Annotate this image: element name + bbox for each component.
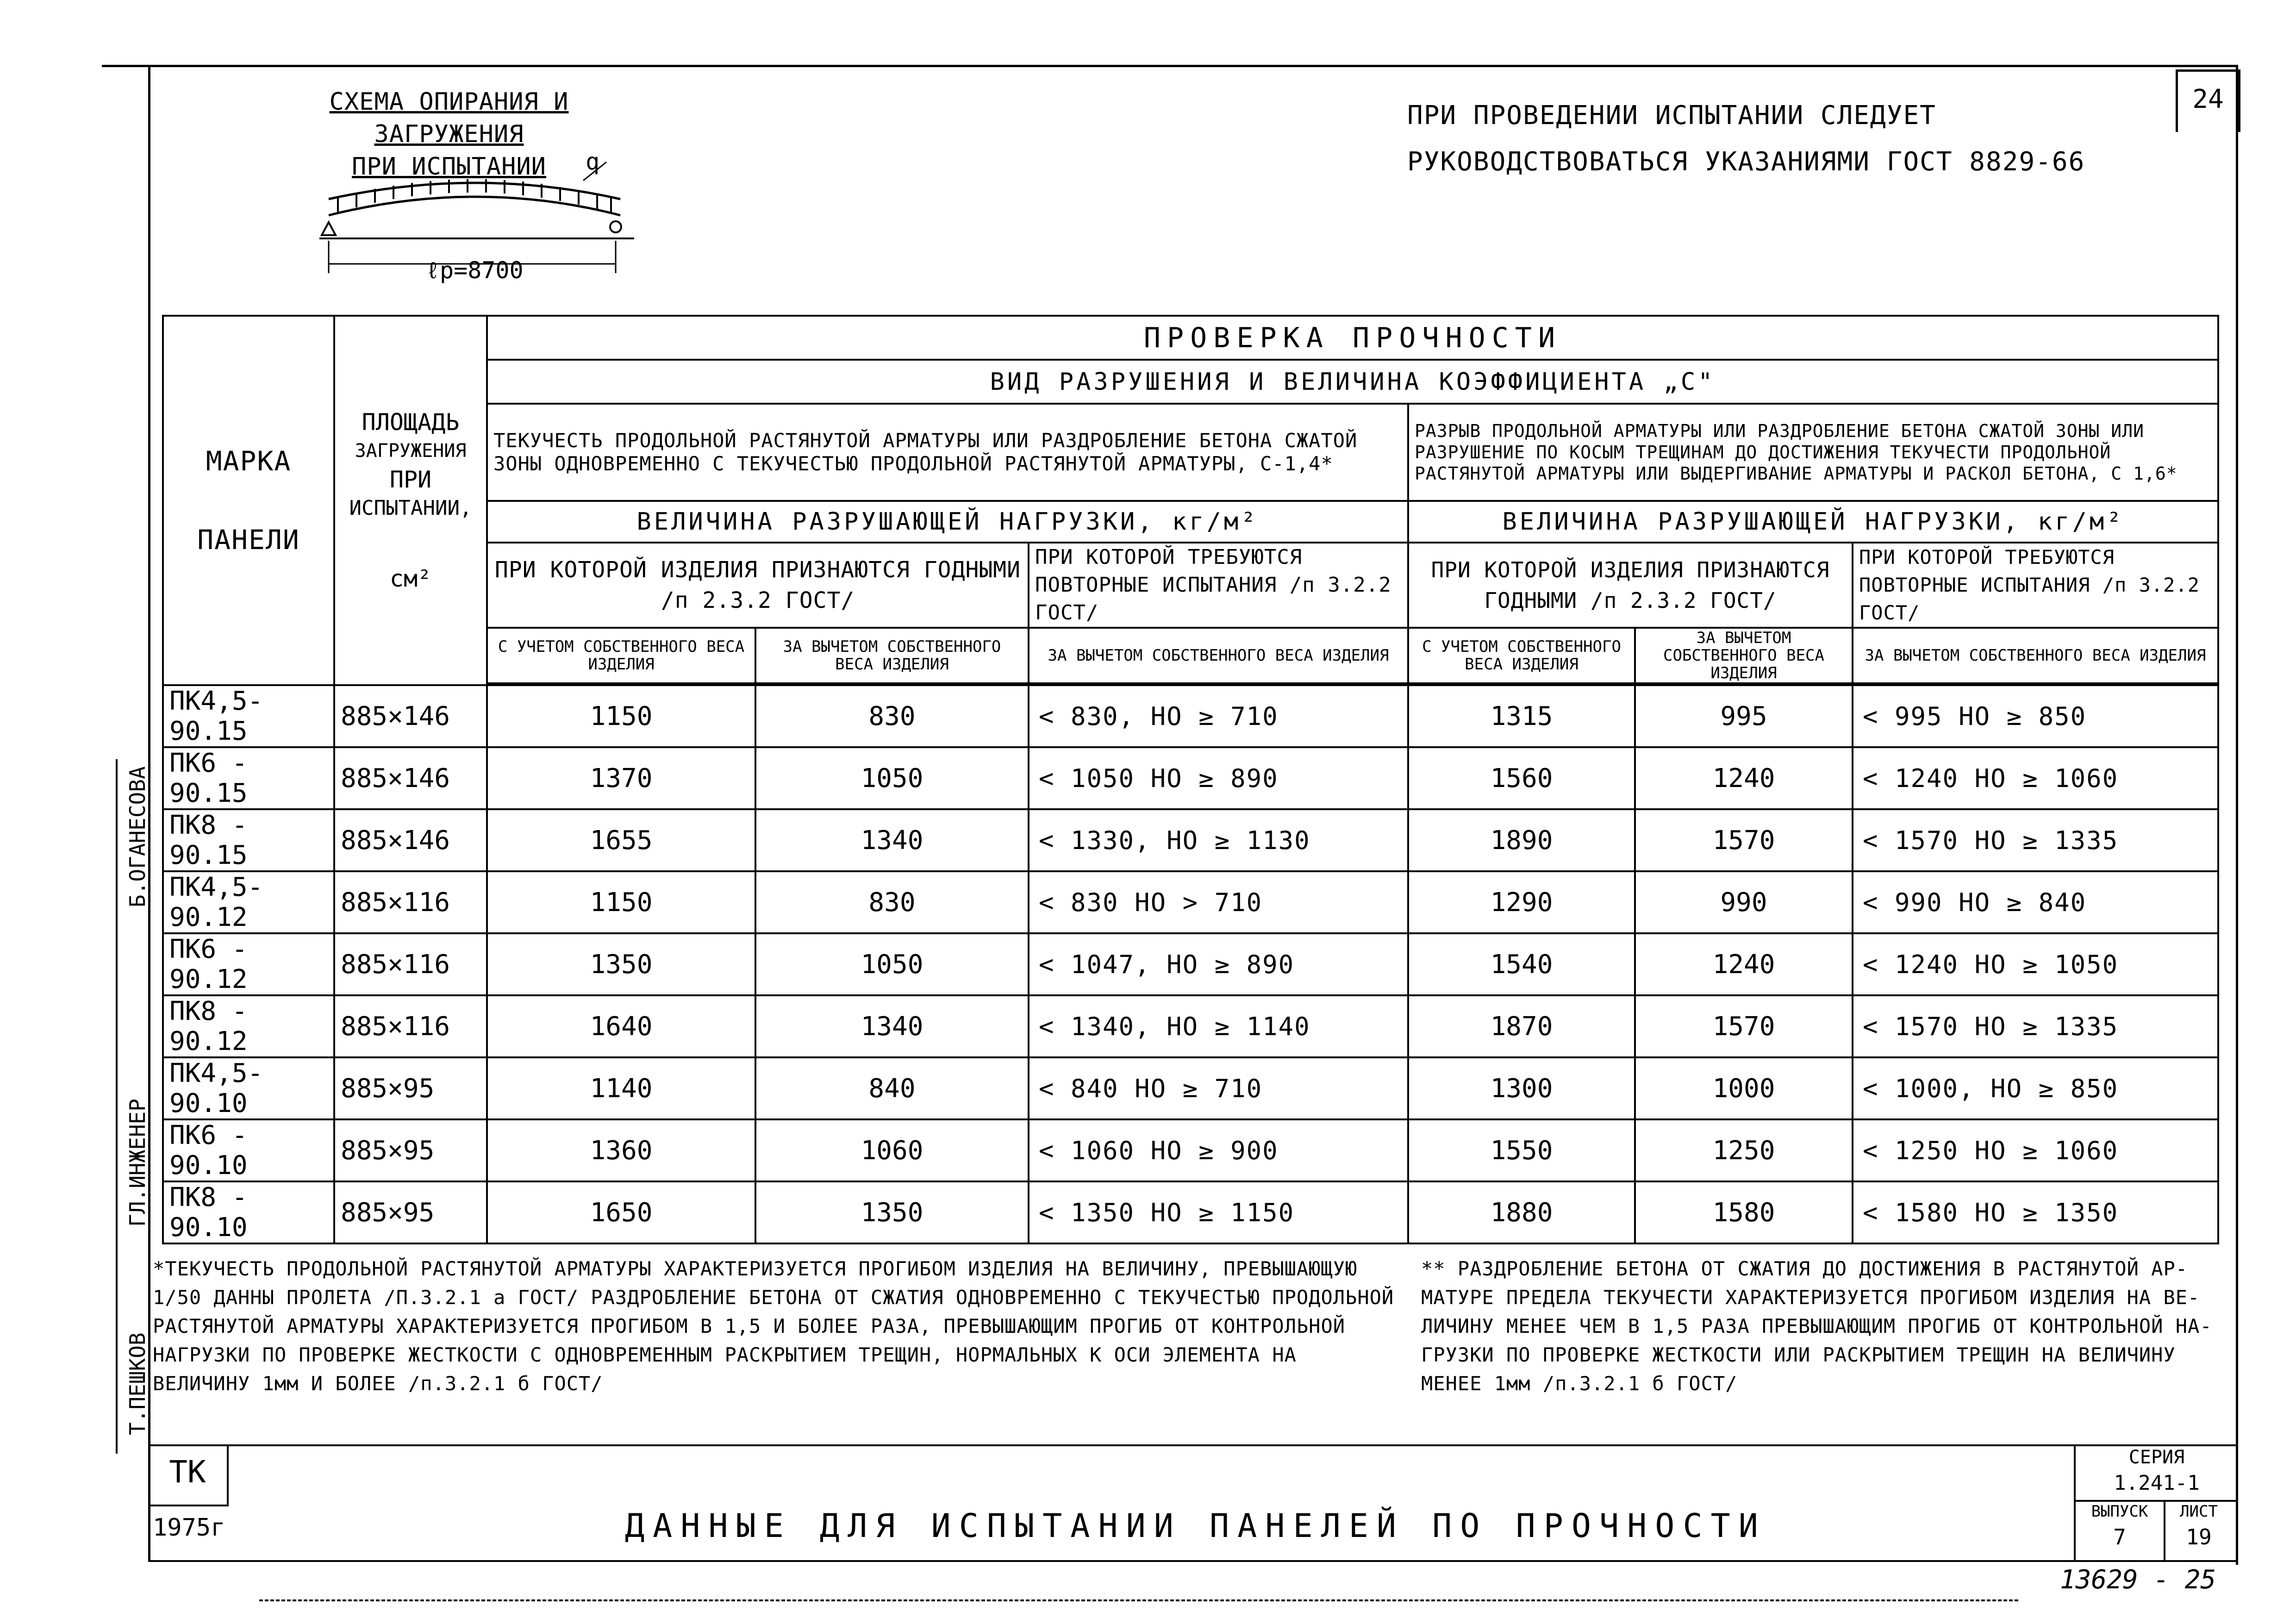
scheme-title-line1: СХЕМА ОПИРАНИЯ И ЗАГРУЖЕНИЯ [329, 88, 569, 148]
row-g1-with: 1650 [487, 1181, 755, 1243]
strength-check-header: ПРОВЕРКА ПРОЧНОСТИ [487, 316, 2218, 360]
row-g1-retest: < 840 НО ≥ 710 [1029, 1057, 1408, 1119]
row-g2-with: 1560 [1408, 747, 1635, 809]
row-g2-retest: < 1570 НО ≥ 1335 [1853, 995, 2218, 1057]
row-g2-with: 1290 [1408, 871, 1635, 933]
title-block-top [148, 1444, 2236, 1446]
row-g1-with: 1640 [487, 995, 755, 1057]
footnote-1-line3: РАСТЯНУТОЙ АРМАТУРЫ ХАРАКТЕРИЗУЕТСЯ ПРОГИБОМ В 1,5 И БОЛЕЕ РАЗА, ПРЕВЫШАЮЩИМ ПРОГИБ ОТ КОНТРОЛЬНОЙ [153, 1315, 1346, 1337]
col-area-line4: ИСПЫТАНИИ, [349, 496, 472, 520]
table-row [163, 871, 2218, 933]
series-box [2074, 1444, 2238, 1502]
scheme-q-label: q [586, 148, 600, 175]
testing-note-line2: РУКОВОДСТВОВАТЬСЯ УКАЗАНИЯМИ ГОСТ 8829-66 [1407, 147, 2085, 177]
row-g1-minus: 1350 [755, 1181, 1029, 1243]
g2-with-weight-header: С УЧЕТОМ СОБСТВЕННОГО ВЕСА ИЗДЕЛИЯ [1408, 628, 1635, 683]
group2-fit-header: ПРИ КОТОРОЙ ИЗДЕЛИЯ ПРИЗНАЮТСЯ ГОДНЫМИ /п 2.3.2 ГОСТ/ [1408, 543, 1853, 628]
row-area: 885×95 [334, 1181, 487, 1243]
page-number: 24 [2176, 69, 2240, 132]
row-g2-minus: 1240 [1635, 747, 1853, 809]
side-stamp-1: Б.ОГАНЕСОВА [125, 766, 150, 907]
row-area: 885×95 [334, 1057, 487, 1119]
row-mark: ПК6 - 90.12 [163, 933, 334, 995]
row-mark: ПК6 - 90.15 [163, 747, 334, 809]
frame-right [2236, 65, 2238, 1565]
side-stamp-2: ГЛ.ИНЖЕНЕР [125, 1099, 150, 1227]
strength-table [162, 315, 2219, 1244]
bottom-dash-line [259, 1599, 2018, 1601]
col-mark-line2: ПАНЕЛИ [197, 524, 300, 556]
row-g2-retest: < 1570 НО ≥ 1335 [1853, 809, 2218, 871]
issue-value: 7 [2113, 1524, 2126, 1549]
group2-description: РАЗРЫВ ПРОДОЛЬНОЙ АРМАТУРЫ ИЛИ РАЗДРОБЛЕНИЕ БЕТОНА СЖАТОЙ ЗОНЫ ИЛИ РАЗРУШЕНИЕ ПО КОСЫМ ТРЕЩИНАМ ДО ДОСТИЖЕНИЯ ТЕКУЧЕСТИ ПРОДОЛЬНОЙ РАСТЯНУТОЙ АРМАТУРЫ ИЛИ ВЫДЕРГИВАНИЕ АРМАТУРЫ И РАСКОЛ БЕТОНА, С 1,6* [1408, 404, 2218, 501]
footnote-2-line4: ГРУЗКИ ПО ПРОВЕРКЕ ЖЕСТКОСТИ ИЛИ РАСКРЫТИЕМ ТРЕЩИН НА ВЕЛИЧИНУ [1421, 1343, 2176, 1366]
table-row [163, 747, 2218, 809]
table-row [163, 933, 2218, 995]
sheet-value: 19 [2186, 1524, 2212, 1549]
row-area: 885×116 [334, 933, 487, 995]
org-label: ТК [169, 1454, 206, 1490]
footnote-2 [1421, 1255, 2236, 1398]
g1-retest-minus-header: ЗА ВЫЧЕТОМ СОБСТВЕННОГО ВЕСА ИЗДЕЛИЯ [1029, 628, 1408, 683]
row-area: 885×146 [334, 685, 487, 747]
table-row [163, 1119, 2218, 1181]
row-g1-with: 1370 [487, 747, 755, 809]
col-area-line1: ПЛОЩАДЬ [362, 409, 460, 436]
row-g1-retest: < 1047, НО ≥ 890 [1029, 933, 1408, 995]
row-g2-minus: 1250 [1635, 1119, 1853, 1181]
g1-with-weight-header: С УЧЕТОМ СОБСТВЕННОГО ВЕСА ИЗДЕЛИЯ [487, 628, 755, 683]
row-g1-retest: < 1050 НО ≥ 890 [1029, 747, 1408, 809]
row-area: 885×95 [334, 1119, 487, 1181]
row-g1-minus: 1060 [755, 1119, 1029, 1181]
year-label: 1975г [153, 1514, 225, 1542]
row-g2-retest: < 990 НО ≥ 840 [1853, 871, 2218, 933]
table-row [163, 1057, 2218, 1119]
footnote-1-line1: *ТЕКУЧЕСТЬ ПРОДОЛЬНОЙ РАСТЯНУТОЙ АРМАТУРЫ ХАРАКТЕРИЗУЕТСЯ ПРОГИБОМ ИЗДЕЛИЯ НА ВЕЛИЧИНУ, ПРЕВЫШАЮЩУЮ [153, 1257, 1358, 1280]
sheet-label: ЛИСТ [2180, 1502, 2218, 1521]
row-g1-minus: 1050 [755, 933, 1029, 995]
footnote-2-line1: ** РАЗДРОБЛЕНИЕ БЕТОНА ОТ СЖАТИЯ ДО ДОСТИЖЕНИЯ В РАСТЯНУТОЙ АР- [1421, 1257, 2188, 1280]
row-g2-minus: 1580 [1635, 1181, 1853, 1243]
footnote-2-line3: ЛИЧИНУ МЕНЕЕ ЧЕМ В 1,5 РАЗА ПРЕВЫШАЮЩИМ ПРОГИБ ОТ КОНТРОЛЬНОЙ НА- [1421, 1315, 2212, 1337]
row-area: 885×146 [334, 809, 487, 871]
title-block-bottom [148, 1560, 2236, 1562]
row-g1-retest: < 1340, НО ≥ 1140 [1029, 995, 1408, 1057]
row-g1-retest: < 830, НО ≥ 710 [1029, 685, 1408, 747]
row-mark: ПК4,5-90.15 [163, 685, 334, 747]
row-mark: ПК8 - 90.10 [163, 1181, 334, 1243]
row-g1-minus: 1340 [755, 809, 1029, 871]
doc-number: 13629 - 25 [2060, 1565, 2216, 1595]
row-g2-with: 1300 [1408, 1057, 1635, 1119]
row-mark: ПК6 - 90.10 [163, 1119, 334, 1181]
footnote-2-line2: МАТУРЕ ПРЕДЕЛА ТЕКУЧЕСТИ ХАРАКТЕРИЗУЕТСЯ ПРОГИБОМ ИЗДЕЛИЯ НА ВЕ- [1421, 1286, 2200, 1309]
testing-note [1407, 93, 2085, 185]
row-g2-retest: < 1250 НО ≥ 1060 [1853, 1119, 2218, 1181]
row-g1-with: 1350 [487, 933, 755, 995]
issue-label: ВЫПУСК [2091, 1502, 2148, 1521]
scheme-title-line2: ПРИ ИСПЫТАНИИ [352, 153, 546, 181]
row-mark: ПК4,5-90.12 [163, 871, 334, 933]
testing-note-line1: ПРИ ПРОВЕДЕНИИ ИСПЫТАНИИ СЛЕДУЕТ [1407, 100, 1936, 131]
table-row [163, 685, 2218, 747]
table-row [163, 995, 2218, 1057]
row-g1-with: 1140 [487, 1057, 755, 1119]
row-g2-minus: 995 [1635, 685, 1853, 747]
side-stamp-3: Т.ПЕШКОВ [125, 1332, 150, 1435]
row-g2-retest: < 1240 НО ≥ 1050 [1853, 933, 2218, 995]
side-strip-line [116, 759, 118, 1454]
row-g2-with: 1315 [1408, 685, 1635, 747]
row-g1-retest: < 830 НО > 710 [1029, 871, 1408, 933]
row-g2-with: 1540 [1408, 933, 1635, 995]
row-g2-with: 1870 [1408, 995, 1635, 1057]
sheet-title: ДАННЫЕ ДЛЯ ИСПЫТАНИИ ПАНЕЛЕЙ ПО ПРОЧНОСТИ [625, 1507, 1766, 1545]
group2-retest-header: ПРИ КОТОРОЙ ТРЕБУЮТСЯ ПОВТОРНЫЕ ИСПЫТАНИЯ /п 3.2.2 ГОСТ/ [1853, 543, 2218, 628]
footnote-1-line2: 1/50 ДАННЫ ПРОЛЕТА /П.3.2.1 а ГОСТ/ РАЗДРОБЛЕНИЕ БЕТОНА ОТ СЖАТИЯ ОДНОВРЕМЕННО С ТЕКУЧЕСТЬЮ ПРОДОЛЬНОЙ [153, 1286, 1394, 1309]
row-g1-retest: < 1350 НО ≥ 1150 [1029, 1181, 1408, 1243]
row-g1-with: 1150 [487, 871, 755, 933]
series-label: СЕРИЯ [2128, 1447, 2185, 1468]
scheme-span-label: ℓр=8700 [426, 257, 524, 284]
row-g2-minus: 1570 [1635, 809, 1853, 871]
row-area: 885×146 [334, 747, 487, 809]
row-g1-minus: 830 [755, 685, 1029, 747]
row-area: 885×116 [334, 995, 487, 1057]
g2-retest-minus-header: ЗА ВЫЧЕТОМ СОБСТВЕННОГО ВЕСА ИЗДЕЛИЯ [1853, 628, 2218, 683]
col-area-unit: см² [389, 565, 432, 592]
col-mark-line1: МАРКА [206, 445, 292, 477]
col-area-line2: ЗАГРУЖЕНИЯ [355, 440, 467, 462]
row-g1-with: 1150 [487, 685, 755, 747]
series-value: 1.241-1 [2114, 1471, 2200, 1495]
row-g2-retest: < 1000, НО ≥ 850 [1853, 1057, 2218, 1119]
footnote-1-line5: ВЕЛИЧИНУ 1мм И БОЛЕЕ /п.3.2.1 б ГОСТ/ [153, 1372, 603, 1395]
row-g2-retest: < 995 НО ≥ 850 [1853, 685, 2218, 747]
sheet-box [2162, 1500, 2236, 1560]
row-g1-with: 1655 [487, 809, 755, 871]
group2-load-header: ВЕЛИЧИНА РАЗРУШАЮЩЕЙ НАГРУЗКИ, кг/м² [1408, 501, 2218, 543]
row-area: 885×116 [334, 871, 487, 933]
row-g2-minus: 1000 [1635, 1057, 1853, 1119]
footnote-1-line4: НАГРУЗКИ ПО ПРОВЕРКЕ ЖЕСТКОСТИ С ОДНОВРЕМЕННЫМ РАСКРЫТИЕМ ТРЕЩИН, НОРМАЛЬНЫХ К ОСИ ЭЛЕМЕНТА НА [153, 1343, 1297, 1366]
group1-retest-header: ПРИ КОТОРОЙ ТРЕБУЮТСЯ ПОВТОРНЫЕ ИСПЫТАНИЯ /п 3.2.2 ГОСТ/ [1029, 543, 1408, 628]
row-g2-minus: 1570 [1635, 995, 1853, 1057]
row-g1-retest: < 1330, НО ≥ 1130 [1029, 809, 1408, 871]
row-g2-retest: < 1580 НО ≥ 1350 [1853, 1181, 2218, 1243]
failure-kind-header: ВИД РАЗРУШЕНИЯ И ВЕЛИЧИНА КОЭФФИЦИЕНТА „С" [487, 360, 2218, 404]
group1-load-header: ВЕЛИЧИНА РАЗРУШАЮЩЕЙ НАГРУЗКИ, кг/м² [487, 501, 1408, 543]
row-g2-with: 1880 [1408, 1181, 1635, 1243]
table-row [163, 1181, 2218, 1243]
group1-description: ТЕКУЧЕСТЬ ПРОДОЛЬНОЙ РАСТЯНУТОЙ АРМАТУРЫ ИЛИ РАЗДРОБЛЕНИЕ БЕТОНА СЖАТОЙ ЗОНЫ ОДНОВРЕМЕННО С ТЕКУЧЕСТЬЮ ПРОДОЛЬНОЙ РАСТЯНУТОЙ АРМАТУРЫ, С-1,4* [487, 404, 1408, 501]
row-g1-minus: 830 [755, 871, 1029, 933]
col-mark-header [163, 316, 334, 685]
row-mark: ПК4,5-90.10 [163, 1057, 334, 1119]
row-g1-with: 1360 [487, 1119, 755, 1181]
table-row [163, 809, 2218, 871]
g1-minus-weight-header: ЗА ВЫЧЕТОМ СОБСТВЕННОГО ВЕСА ИЗДЕЛИЯ [755, 628, 1029, 683]
row-g2-with: 1890 [1408, 809, 1635, 871]
row-g2-minus: 1240 [1635, 933, 1853, 995]
col-area-line3: ПРИ [389, 466, 432, 493]
org-box [148, 1444, 229, 1506]
row-g1-retest: < 1060 НО ≥ 900 [1029, 1119, 1408, 1181]
col-area-header [334, 316, 487, 685]
row-g1-minus: 840 [755, 1057, 1029, 1119]
row-mark: ПК8 - 90.15 [163, 809, 334, 871]
g2-minus-weight-header: ЗА ВЫЧЕТОМ СОБСТВЕННОГО ВЕСА ИЗДЕЛИЯ [1635, 628, 1853, 683]
row-g2-retest: < 1240 НО ≥ 1060 [1853, 747, 2218, 809]
frame-top [102, 65, 2236, 67]
row-g2-with: 1550 [1408, 1119, 1635, 1181]
row-g1-minus: 1340 [755, 995, 1029, 1057]
row-g1-minus: 1050 [755, 747, 1029, 809]
footnote-1 [153, 1255, 1412, 1398]
issue-box [2074, 1500, 2165, 1560]
group1-fit-header: ПРИ КОТОРОЙ ИЗДЕЛИЯ ПРИЗНАЮТСЯ ГОДНЫМИ /п 2.3.2 ГОСТ/ [487, 543, 1029, 628]
footnote-2-line5: МЕНЕЕ 1мм /п.3.2.1 б ГОСТ/ [1421, 1372, 1738, 1395]
row-mark: ПК8 - 90.12 [163, 995, 334, 1057]
row-g2-minus: 990 [1635, 871, 1853, 933]
